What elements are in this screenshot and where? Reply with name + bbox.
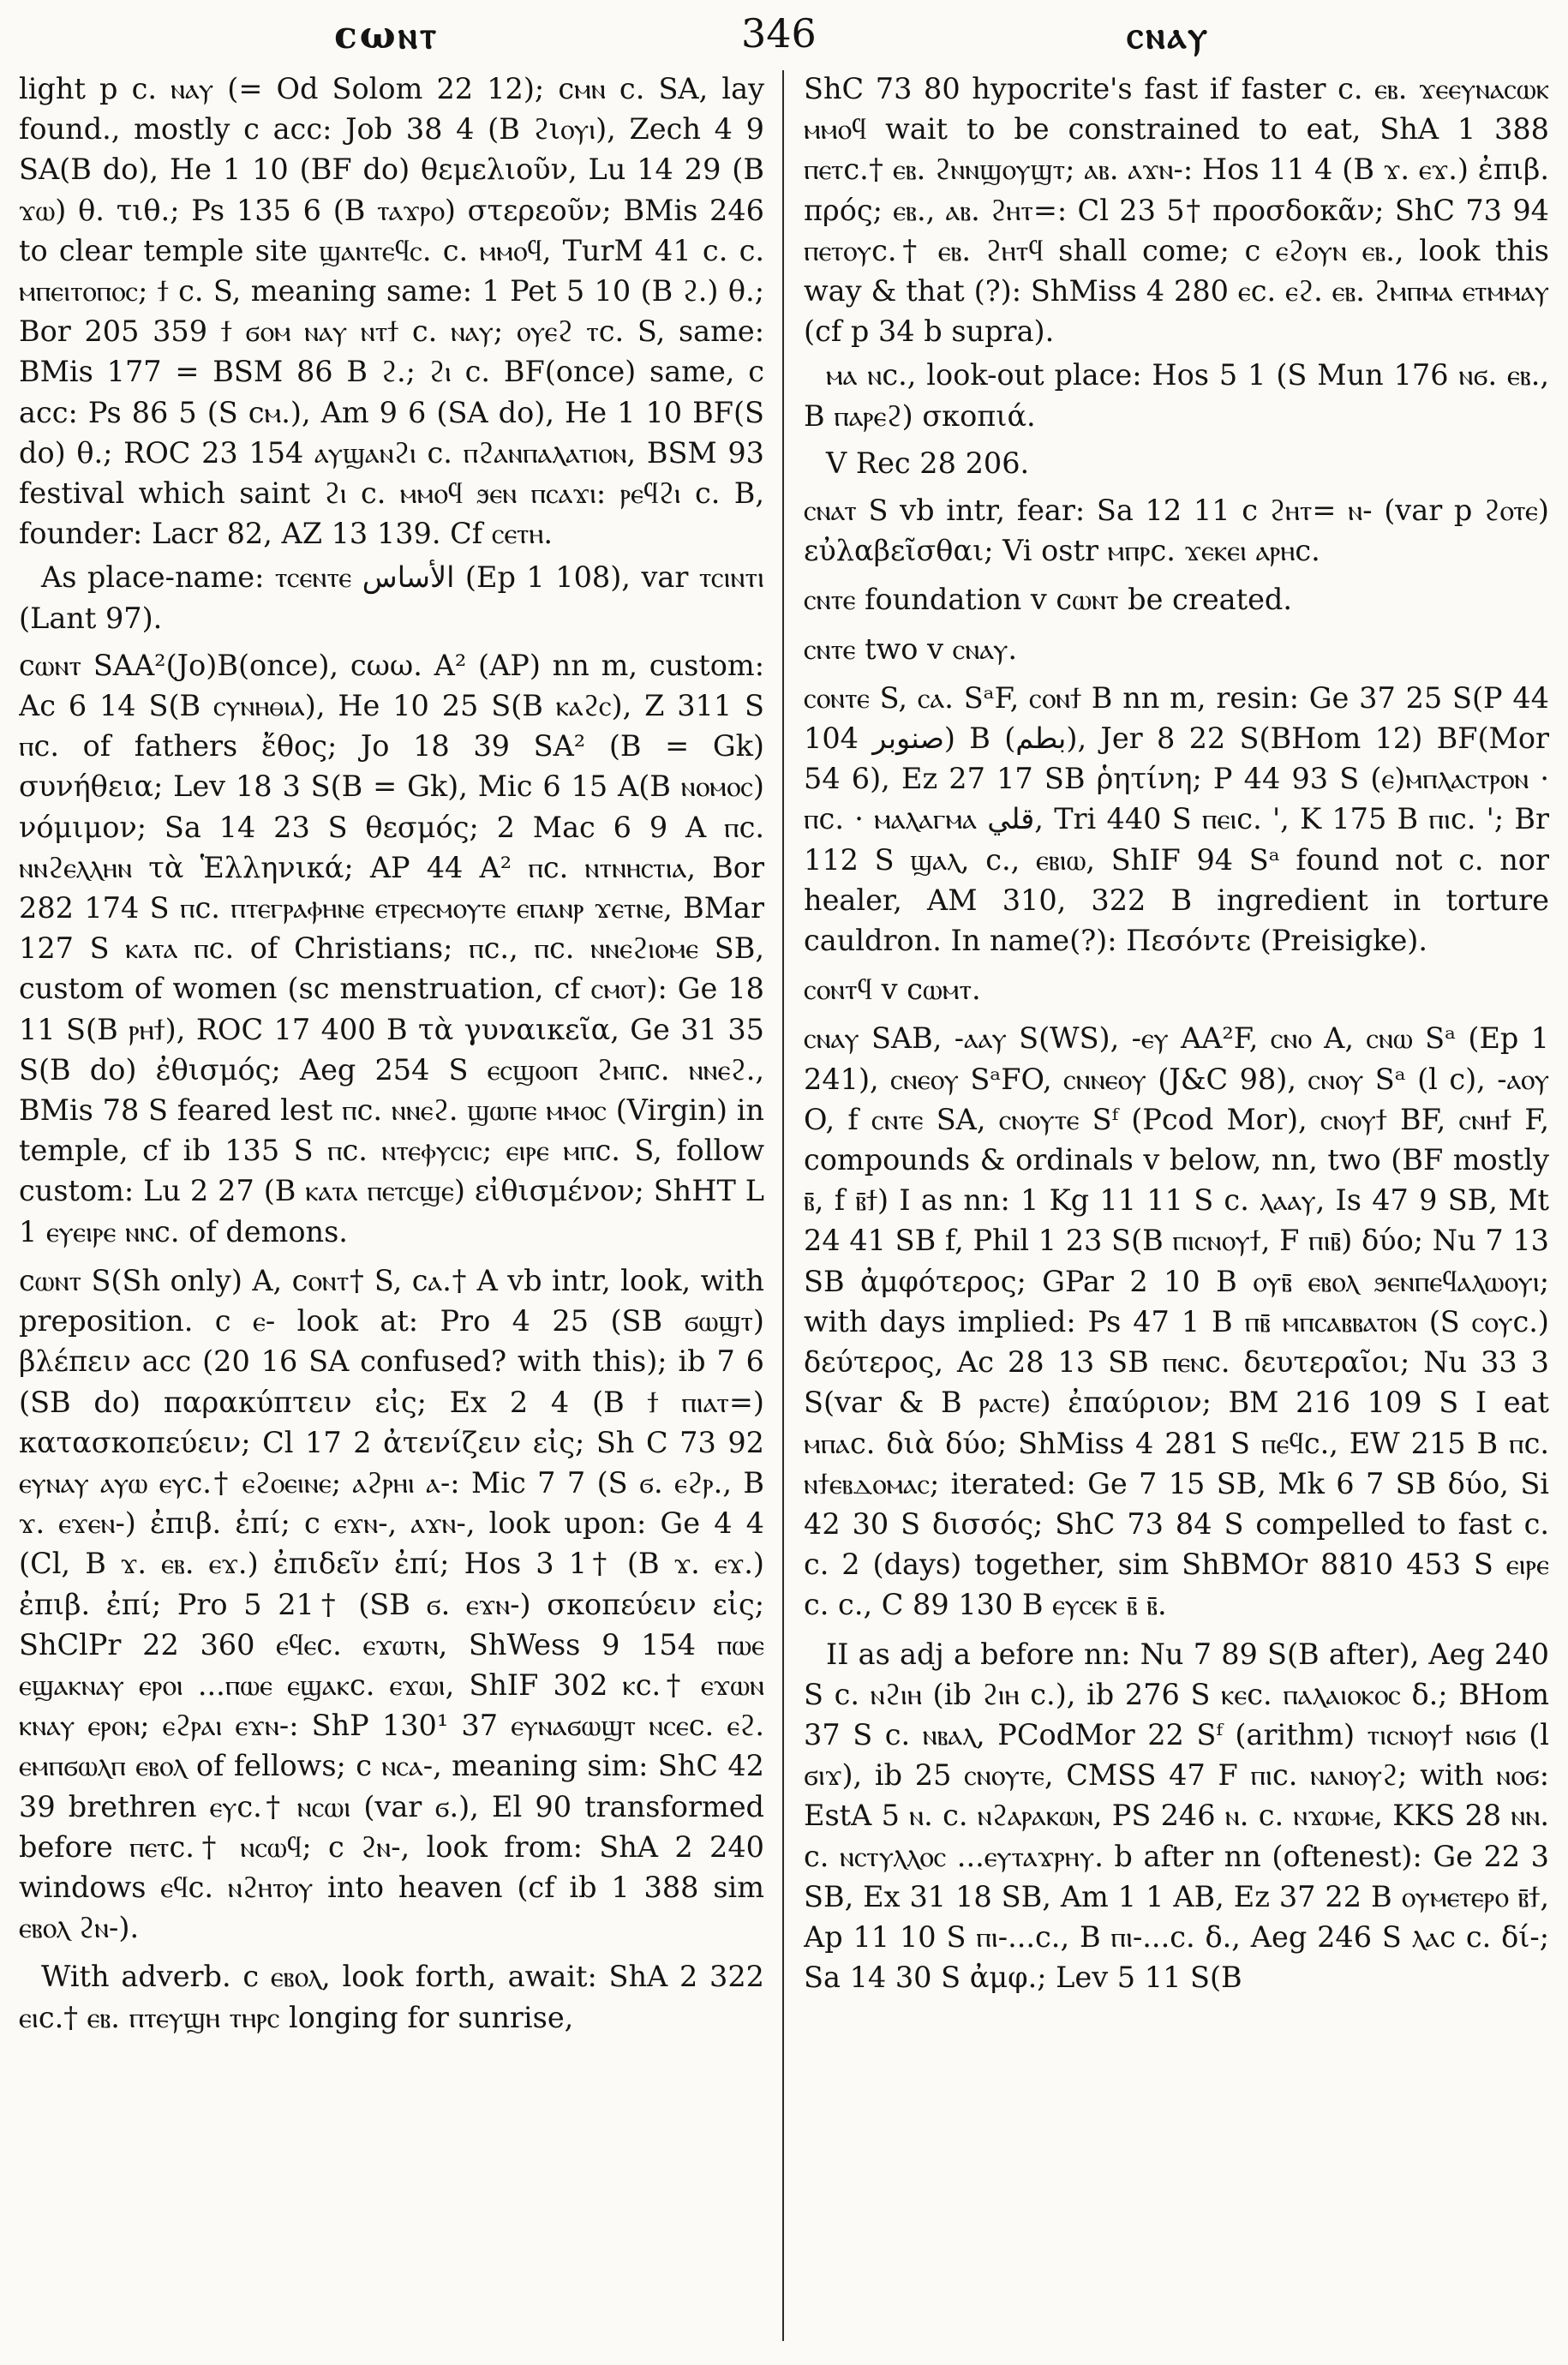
paragraph: V Rec 28 206.: [826, 446, 1030, 480]
paragraph: With adverb. c ⲉⲃⲟⲗ, look forth, await: ShA 2 322 ⲉⲓc.† ⲉⲃ. ⲡⲧⲉⲩϣⲏ ⲧⲏⲣⲥ longing for sunrise,: [19, 1960, 764, 2034]
paragraph: II as adj a before nn: Nu 7 89 S(B after), Aeg 240 S c. ⲛϩⲓⲏ (ib ϩⲓⲏ c.), ib 276 S ⲕⲉc. ⲡⲁⲗⲁⲓⲟⲕⲟⲥ δ.; BHom 37 S c. ⲛⲃⲁⲗ, PCodMor 22 Sᶠ (arithm) ⲧⲓⲥⲛⲟⲩϯ ⲛϭⲓϭ (l ϭⲓϫ), ib 25 ⲥⲛⲟⲩⲧⲉ, CMSS 47 F ⲡⲓc. ⲛⲁⲛⲟⲩϩ; with ⲛⲟϭ: EstA 5 ⲛ. c. ⲛϩⲁⲣⲁⲕⲱⲛ, PS 246 ⲛ. c. ⲛϫⲱⲙⲉ, KKS 28 ⲛⲛ. c. ⲛⲥⲧⲩⲗⲗⲟⲥ ...ⲉⲩⲧⲁϫⲣⲏⲩ. b after nn (oftenest): Ge 22 3 SB, Ex 31 18 SB, Am 1 1 AB, Ez 37 22 B ⲟⲩⲙⲉⲧⲉⲣⲟ ⲃ̄ϯ, Ap 11 10 S ⲡⲓ-...c., B ⲡⲓ-...c. δ., Aeg 246 S ⲗⲁc c. δί-; Sa 14 30 S ἀμφ.; Lev 5 11 S(B: [804, 1637, 1549, 1995]
dictionary-entry: ⲥⲛⲁⲩ SAB, -ⲁⲁⲩ S(WS), -ⲉⲩ AA²F, ⲥⲛⲟ A, ⲥⲛⲱ Sᵃ (Ep 1 241), ⲥⲛⲉⲟⲩ SᵃFO, ⲥⲛⲛⲉⲟⲩ (J&C 98), ⲥⲛⲟⲩ Sᵃ (l c), -ⲁⲟⲩ O, f ⲥⲛⲧⲉ SA, ⲥⲛⲟⲩⲧⲉ Sᶠ (Pcod Mor), ⲥⲛⲟⲩϯ BF, ⲥⲛⲏϯ F, compounds & ordinals v below, nn, two (BF mostly ⲃ̄, f ⲃ̄ϯ) I as nn: 1 Kg 11 11 S c. ⲗⲁⲁⲩ, Is 47 9 SB, Mt 24 41 SB f, Phil 1 23 S(B ⲡⲓⲥⲛⲟⲩϯ, F ⲡⲓⲃ̄) δύο; Nu 7 13 SB ἀμφότερος; GPar 2 10 B ⲟⲩⲃ̄ ⲉⲃⲟⲗ ϧⲉⲛⲡⲉϥⲁⲗⲱⲟⲩⲓ; with days implied: Ps 47 1 B ⲡⲃ̄ ⲙⲡⲥⲁⲃⲃⲁⲧⲟⲛ (S ⲥⲟⲩc.) δεύτερος, Ac 28 13 SB ⲡⲉⲛc. δευτεραῖοι; Nu 33 3 S(var & B ⲣⲁⲥⲧⲉ) ἐπαύριον; BM 216 109 S I eat ⲙⲡⲁc. διὰ δύο; ShMiss 4 281 S ⲡⲉϥc., EW 215 B ⲡc. ⲛϯⲉⲃⲇⲟⲙⲁⲥ; iterated: Ge 7 15 SB, Mk 6 7 SB δύο, Si 42 30 S δισσός; ShC 73 84 S compelled to fast c. c. 2 (days) together, sim ShBMOr 8810 453 S ⲉⲓⲣⲉ c. c., C 89 130 B ⲉⲩⲥⲉⲕ ⲃ̄ ⲃ̄.: [804, 1021, 1549, 1622]
paragraph: light p c. ⲛⲁⲩ (= Od Solom 22 12); ϲⲙⲛ c. SA, lay found., mostly c acc: Job 38 4 (B ϩιⲟⲩⲓ), Zech 4 9 SA(B do), He 1 10 (BF do) θεμελιοῦν, Lu 14 29 (B ϫⲱ) θ. τιθ.; Ps 135 6 (B ⲧⲁϫⲣⲟ) στερεοῦν; BMis 246 to clear temple site ϣⲁⲛⲧⲉϥⲥ. c. ⲙⲙⲟϥ, TurM 41 c. c. ⲙⲡⲉⲓⲧⲟⲡⲟⲥ; ϯ c. S, meaning same: 1 Pet 5 10 (B ϩ.) θ.; Bor 205 359 ϯ ϭⲟⲙ ⲛⲁⲩ ⲛⲧϯ c. ⲛⲁⲩ; ⲟⲩⲉϩ ⲧc. S, same: BMis 177 = BSM 86 B ϩ.; ϩⲓ c. BF(once) same, c acc: Ps 86 5 (S cⲙ.), Am 9 6 (SA do), He 1 10 BF(S do) θ.; ROC 23 154 ⲁⲩϣⲁⲛϩⲓ c. ⲡϩⲁⲛⲡⲁⲗⲁⲧⲓⲟⲛ, BSM 93 festival which saint ϩⲓ c. ⲙⲙⲟϥ ϧⲉⲛ ⲡⲥⲁϫⲓ: ⲣⲉϥϩⲓ c. B, founder: Lacr 82, AZ 13 139. Cf ⲥⲉⲧⲏ.: [19, 72, 764, 551]
dictionary-entry: ⲥⲟⲛⲧϥ v ϲⲱⲙⲧ.: [804, 973, 981, 1007]
paragraph: As place-name: ⲧⲥⲉⲛⲧⲉ الأساس (Ep 1 108), var ⲧⲥⲓⲛⲧⲓ (Lant 97).: [19, 560, 764, 635]
page-number: 346: [741, 10, 817, 57]
dictionary-entry: ⲥⲛⲧⲉ foundation v ϲⲱⲛⲧ be created.: [804, 583, 1293, 617]
column-divider: [782, 70, 784, 2341]
paragraph: ⲙⲁ ⲛc., look-out place: Hos 5 1 (S Mun 176 ⲛϭ. ⲉⲃ., B ⲡⲁⲣⲉϩ) σκοπιά.: [804, 358, 1549, 433]
running-head-left: ϲωⲛⲧ: [334, 14, 440, 57]
running-header: [0, 10, 1568, 62]
running-head-right: ⲥⲛⲁⲩ: [1127, 14, 1210, 57]
left-column: [19, 69, 764, 2348]
dictionary-entry: ϲⲱⲛⲧ S(Sh only) A, ϲⲟⲛⲧ† S, ϲⲁ.† A vb intr, look, with preposition. c ⲉ- look at: Pro 4 25 (SB ϭⲱϣⲧ) βλέπειν acc (20 16 SA confused? with this); ib 7 6 (SB do) παρακύπτειν εἰς; Ex 2 4 (B ϯ ⲡⲓⲁⲧ=) κατασκοπεύειν; Cl 17 2 ἀτενίζειν εἰς; Sh C 73 92 ⲉⲩⲛⲁⲩ ⲁⲩⲱ ⲉⲩc.† ⲉϩⲟⲉⲓⲛⲉ; ⲁϩⲣⲏⲓ ⲁ-: Mic 7 7 (S ϭ. ⲉϩⲣ., B ϫ. ⲉϫⲉⲛ-) ἐπιβ. ἐπί; c ⲉϫⲛ-, ⲁϫⲛ-, look upon: Ge 4 4 (Cl, B ϫ. ⲉⲃ. ⲉϫ.) ἐπιδεῖν ἐπί; Hos 3 1† (B ϫ. ⲉϫ.) ἐπιβ. ἐπί; Pro 5 21† (SB ϭ. ⲉϫⲛ-) σκοπεύειν εἰς; ShClPr 22 360 ⲉϥⲉc. ⲉϫⲱⲧⲛ, ShWess 9 154 ⲡⲱⲉ ⲉϣⲁⲕⲛⲁⲩ ⲉⲣⲟⲓ ...ⲡⲱⲉ ⲉϣⲁⲕc. ⲉϫⲱⲓ, ShIF 302 ⲕc.† ⲉϫⲱⲛ ⲕⲛⲁⲩ ⲉⲣⲟⲛ; ⲉϩⲣⲁⲓ ⲉϫⲛ-: ShP 130¹ 37 ⲉⲩⲛⲁϭⲱϣⲧ ⲛⲥⲉc. ⲉϩ. ⲉⲙⲡϭⲱⲗⲡ ⲉⲃⲟⲗ of fellows; c ⲛⲥⲁ-, meaning sim: ShC 42 39 brethren ⲉⲩc.† ⲛⲥⲱⲓ (var ϭ.), El 90 transformed before ⲡⲉⲧc.† ⲛⲥⲱϥ; c ϩⲛ-, look from: ShA 2 240 windows ⲉϥc. ⲛϩⲏⲧⲟⲩ into heaven (cf ib 1 388 sim ⲉⲃⲟⲗ ϩⲛ-).: [19, 1263, 764, 1945]
dictionary-entry: ⲥⲛⲧⲉ two v ⲥⲛⲁⲩ.: [804, 632, 1017, 666]
dictionary-entry: ϲⲱⲛⲧ SAA²(Jo)B(once), ϲωω. A² (AP) nn m, custom: Ac 6 14 S(B ⲥⲩⲛⲏⲑⲓⲁ), He 10 25 S(B ⲕⲁϩⲥ), Z 311 S ⲡc. of fathers ἔθος; Jo 18 39 SA² (B = Gk) συνήθεια; Lev 18 3 S(B = Gk), Mic 6 15 A(B ⲛⲟⲙⲟⲥ) νόμιμον; Sa 14 23 S θεσμός; 2 Mac 6 9 A ⲡc. ⲛⲛϩⲉⲗⲗⲏⲛ τὰ Ἑλληνικά; AP 44 A² ⲡc. ⲛⲧⲛⲏⲥⲧⲓⲁ, Bor 282 174 S ⲡc. ⲡⲧⲉⲅⲣⲁⲫⲏⲛⲉ ⲉⲧⲣⲉⲥⲙⲟⲩⲧⲉ ⲉⲡⲁⲛⲣ ϫⲉⲧⲛⲉ, BMar 127 S ⲕⲁⲧⲁ ⲡc. of Christians; ⲡc., ⲡc. ⲛⲛⲉϩⲓⲟⲙⲉ SB, custom of women (sc menstruation, cf ⲥⲙⲟⲧ): Ge 18 11 S(B ⲣⲏϯ), ROC 17 400 B τὰ γυναικεῖα, Ge 31 35 S(B do) ἐθισμός; Aeg 254 S ⲉⲥϣⲟⲟⲡ ϩⲙⲡc. ⲛⲛⲉϩ., BMis 78 S feared lest ⲡc. ⲛⲛⲉϩ. ϣⲱⲡⲉ ⲙⲙⲟⲥ (Virgin) in temple, cf ib 135 S ⲡc. ⲛⲧⲉⲫⲩⲥⲓⲥ; ⲉⲓⲣⲉ ⲙⲡc. S, follow custom: Lu 2 27 (B ⲕⲁⲧⲁ ⲡⲉⲧⲥϣⲉ) εἰθισμένον; ShHT L 1 ⲉⲩⲉⲓⲣⲉ ⲛⲛc. of demons.: [19, 648, 764, 1248]
paragraph: ShC 73 80 hypocrite's fast if faster c. ⲉⲃ. ϫⲉⲉⲩⲛⲁⲥⲱⲕ ⲙⲙⲟϥ wait to be constrained to eat, ShA 1 388 ⲡⲉⲧc.† ⲉⲃ. ϩⲛⲛϣⲟⲩϣⲧ; ⲁⲃ. ⲁϫⲛ-: Hos 11 4 (B ϫ. ⲉϫ.) ἐπιβ. πρός; ⲉⲃ., ⲁⲃ. ϩⲏⲧ=: Cl 23 5† προσδοκᾶν; ShC 73 94 ⲡⲉⲧⲟⲩc.† ⲉⲃ. ϩⲏⲧϥ shall come; c ⲉϩⲟⲩⲛ ⲉⲃ., look this way & that (?): ShMiss 4 280 ⲉc. ⲉϩ. ⲉⲃ. ϩⲙⲡⲙⲁ ⲉⲧⲙⲙⲁⲩ (cf p 34 b supra).: [804, 72, 1549, 349]
right-column: [804, 69, 1549, 2348]
dictionary-entry: ⲥⲛⲁⲧ S vb intr, fear: Sa 12 11 c ϩⲏⲧ= ⲛ- (var p ϩⲟⲧⲉ) εὐλαβεῖσθαι; Vi ostr ⲙⲡⲣc. ϫⲉⲕⲉⲓ ⲁⲣⲏc.: [804, 494, 1549, 568]
dictionary-entry: ⲥⲟⲛⲧⲉ S, ⲥⲁ. SᵃF, ⲥⲟⲛϯ B nn m, resin: Ge 37 25 S(P 44 104 صنوبر) B (بطم), Jer 8 22 S(BHom 12) BF(Mor 54 6), Ez 27 17 SB ῥητίνη; P 44 93 S (ⲉ)ⲙⲡⲗⲁⲥⲧⲣⲟⲛ · ⲡc. · ⲙⲁⲗⲁⲅⲙⲁ قلي, Tri 440 S ⲡⲉⲓc. ', K 175 B ⲡⲓc. '; Br 112 S ϣⲁⲗ, c., ⲉⲃⲓⲱ, ShIF 94 Sᵃ found not c. nor healer, AM 310, 322 B ingredient in torture cauldron. In name(?): Πεσόντε (Preisigke).: [804, 680, 1549, 958]
